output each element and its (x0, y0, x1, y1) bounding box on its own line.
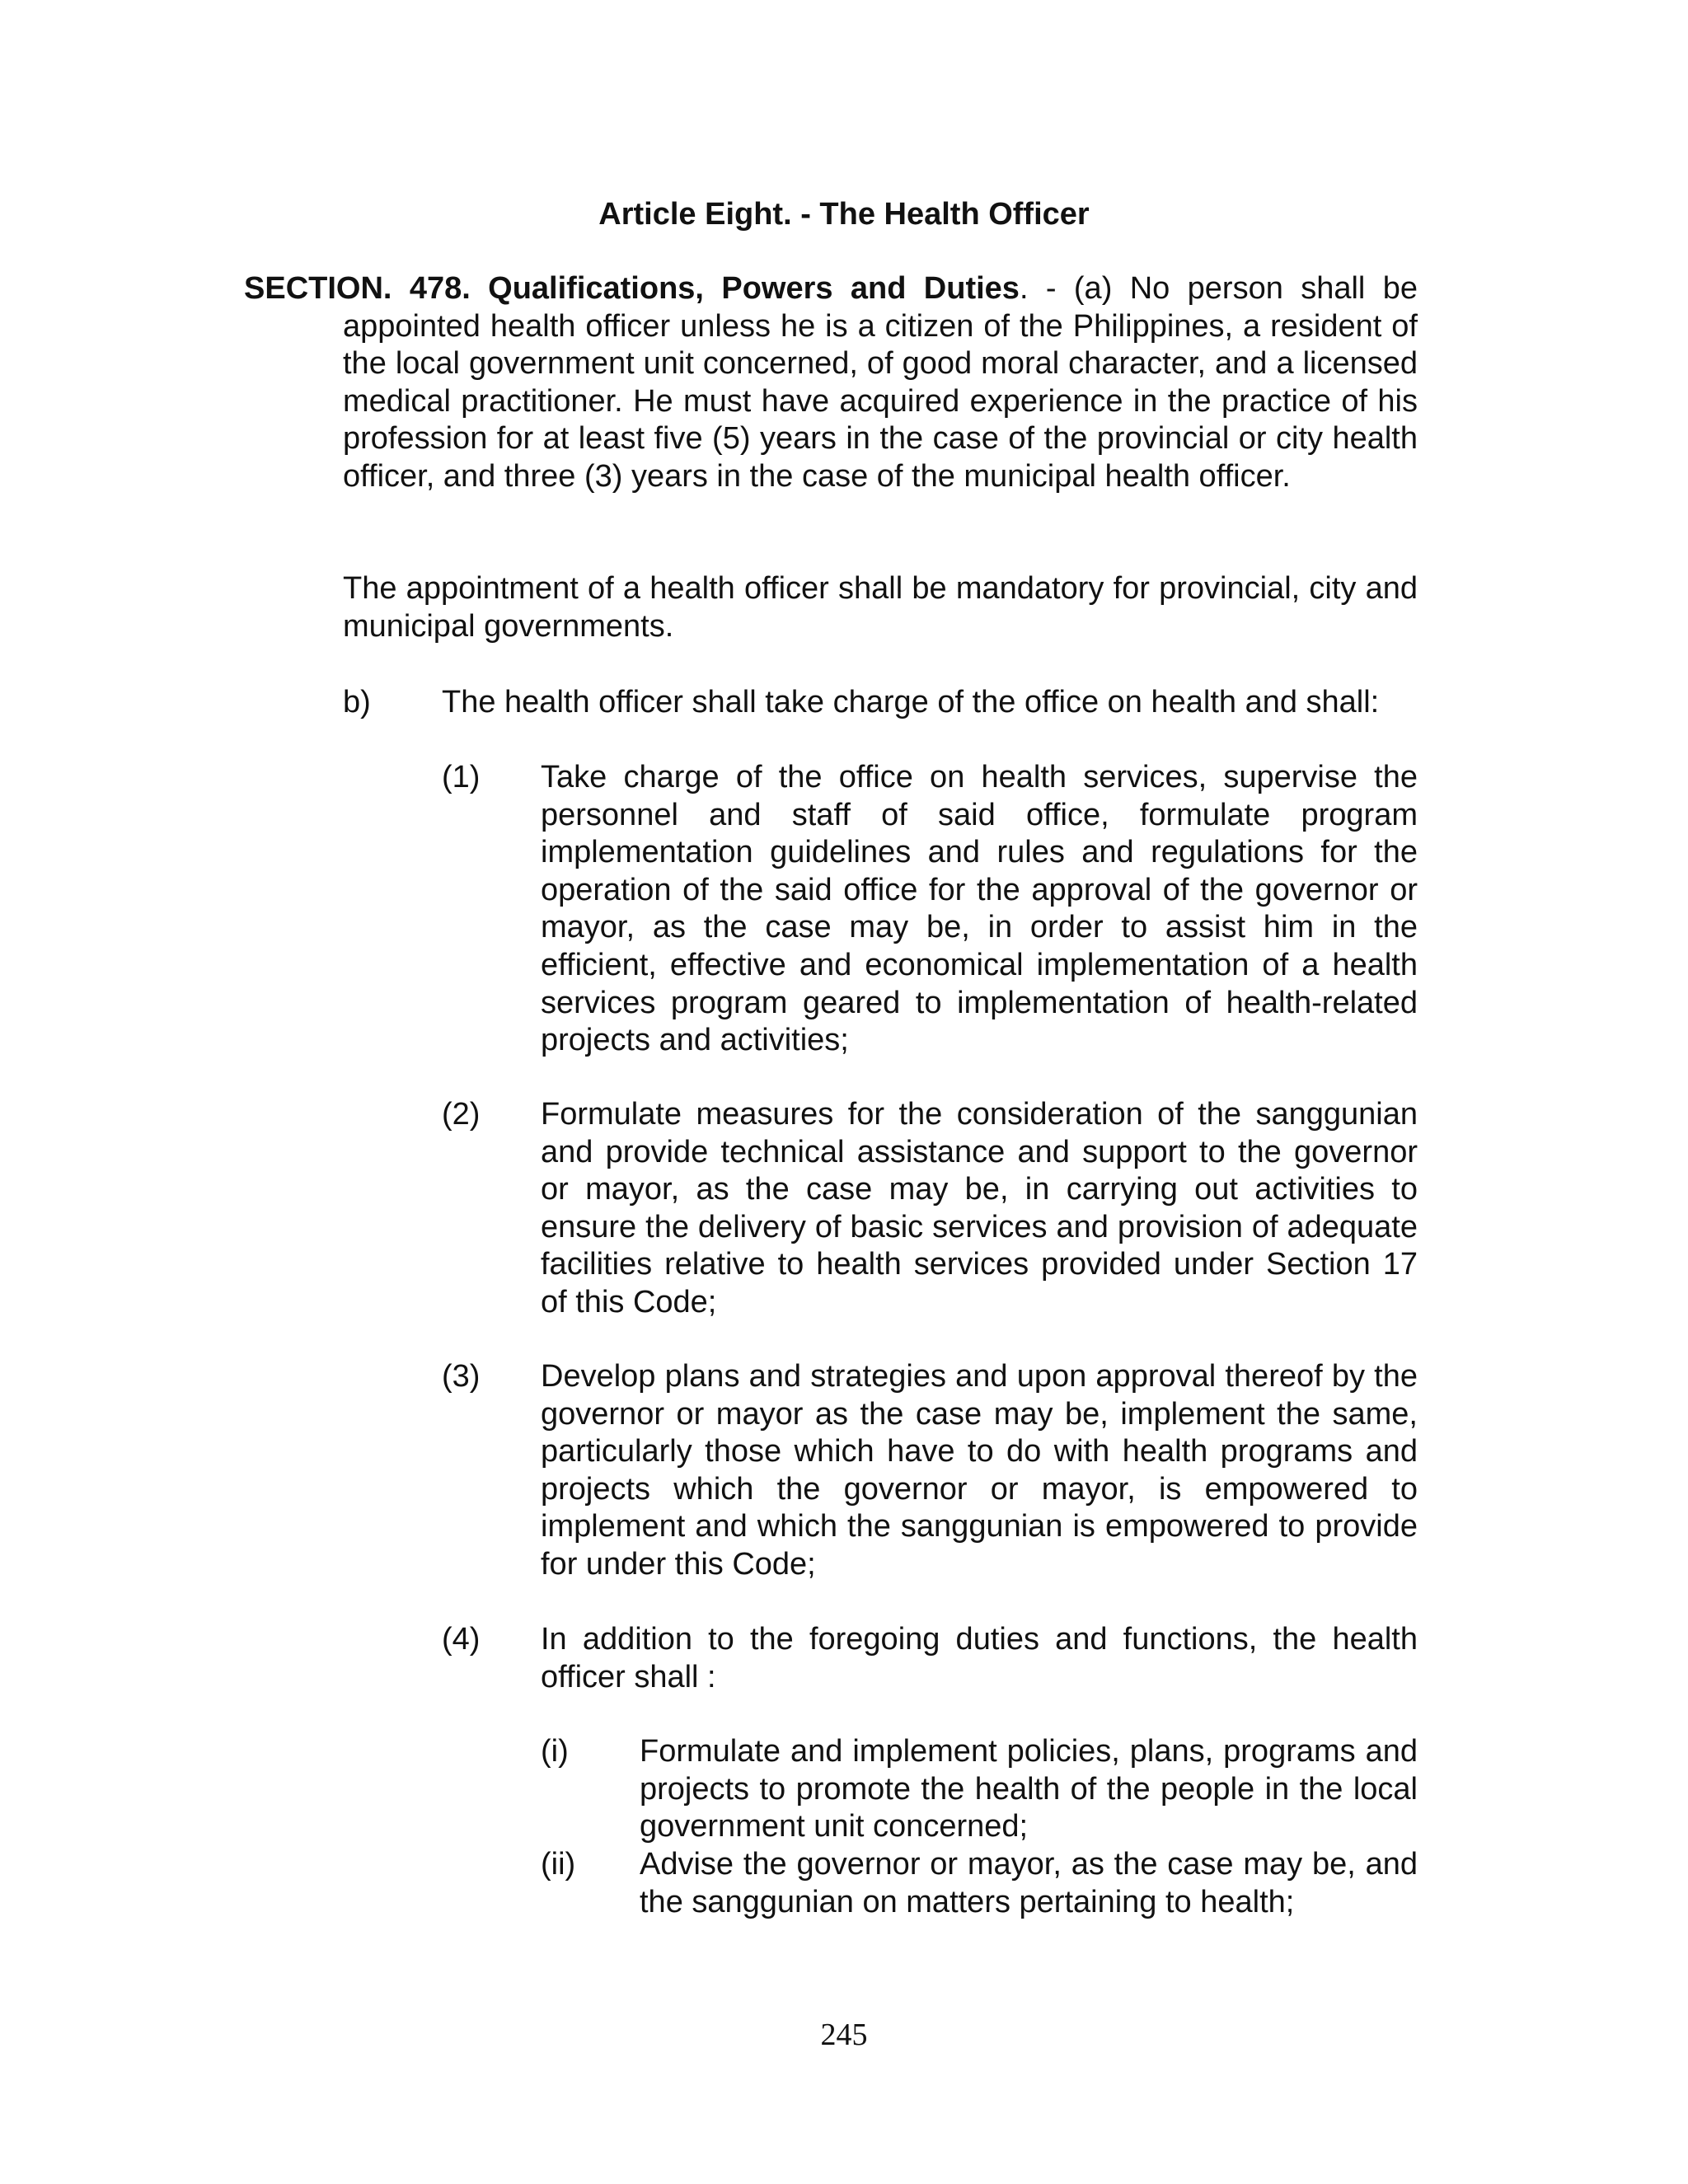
subitem-ii-marker: (ii) (541, 1847, 576, 1882)
item-4-text: In addition to the foregoing duties and functions, the health officer shall : (541, 1622, 1418, 1694)
section-heading: SECTION. 478. Qualifications, Powers and Duties (244, 271, 1020, 306)
item-3-marker: (3) (442, 1359, 481, 1394)
item-2-text: Formulate measures for the consideration of the sanggunian and provide technical assistance and support to the governor or mayor, as the case may be, in carrying out activities to ensure the delivery of basic services and provision of adequate facilities relative to health services provided under Section 17 of this Code; (541, 1097, 1418, 1319)
item-1-marker: (1) (442, 760, 481, 794)
section-para-a2: The appointment of a health officer shall be mandatory for provincial, city and municipal governments. (343, 571, 1418, 644)
subsection-b-text: The health officer shall take charge of the office on health and shall: (442, 685, 1380, 719)
item-1-text: Take charge of the office on health services, supervise the personnel and staff of said office, formulate program implementation guidelines and rules and regulations for the operation of the said office for the approval of the governor or mayor, as the case may be, in order to assist him in the efficient, effective and economical implementation of a health services program geared to implementation of health-related projects and activities; (541, 760, 1418, 1058)
subitem-i-marker: (i) (541, 1734, 569, 1769)
section-separator: . - (1019, 271, 1074, 306)
item-3-text: Develop plans and strategies and upon approval thereof by the governor or mayor as the case may be, implement the same, particularly those which have to do with health programs and projects which the governor or mayor, is empowered to implement and which the sanggunian is empowered to provide for under this Code; (541, 1359, 1418, 1582)
item-2-marker: (2) (442, 1097, 481, 1132)
subitem-i-text: Formulate and implement policies, plans, programs and projects to promote the health of the people in the local government unit concerned; (640, 1734, 1418, 1844)
item-4-marker: (4) (442, 1622, 481, 1657)
subitem-ii-text: Advise the governor or mayor, as the case may be, and the sanggunian on matters pertaining to health; (640, 1847, 1418, 1919)
article-title: Article Eight. - The Health Officer (598, 197, 1090, 232)
section-para-a: (a) No person shall be appointed health officer unless he is a citizen of the Philippines, a resident of the local government unit concerned, of good moral character, and a licensed medical practitioner. He must have acquired experience in the practice of his profession for at least five (5) years in the case of the provincial or city health officer, and three (3) years in the case of the municipal health officer. (343, 271, 1418, 494)
page-number: 245 (820, 2018, 868, 2052)
subsection-b-marker: b) (343, 685, 371, 719)
section-478-paragraph (244, 270, 1418, 496)
